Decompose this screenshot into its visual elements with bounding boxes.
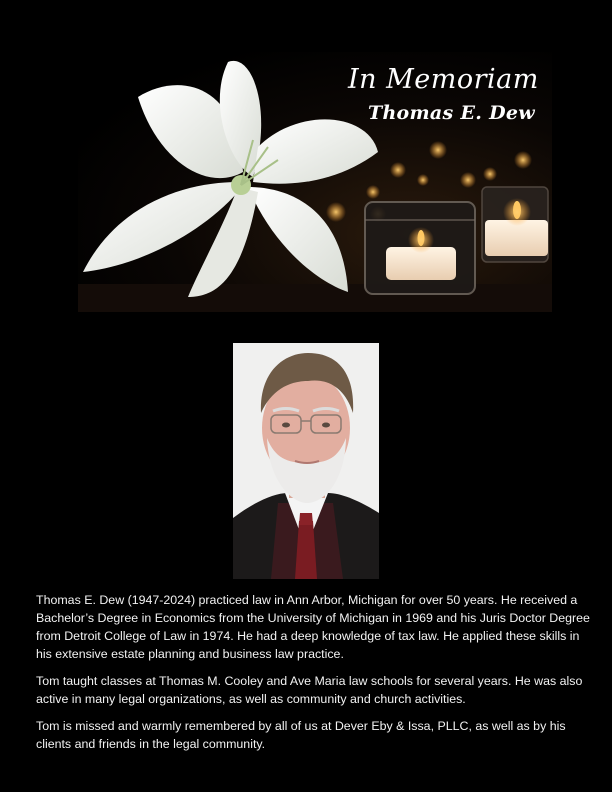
- memorial-name: Thomas E. Dew: [368, 102, 535, 124]
- biography-paragraph: Tom taught classes at Thomas M. Cooley and Ave Maria law schools for several years. He was also active in many legal organizations, as well as community and church activities.: [36, 674, 583, 706]
- memorial-title: In Memoriam: [348, 64, 539, 95]
- biography-text: [36, 591, 596, 762]
- biography-paragraph: Tom is missed and warmly remembered by all of us at Dever Eby & Issa, PLLC, as well as by his clients and friends in the legal community.: [36, 719, 566, 751]
- front-candle: [365, 202, 475, 294]
- lily-flower: [83, 61, 378, 297]
- portrait-photo: [233, 343, 379, 579]
- back-candle: [482, 187, 548, 262]
- portrait-illustration: [233, 343, 379, 579]
- biography-paragraph: Thomas E. Dew (1947-2024) practiced law in Ann Arbor, Michigan for over 50 years. He received a Bachelor’s Degree in Economics from the University of Michigan in 1969 and his Juris Doctor Degree from Detroit College of Law in 1974. He had a deep knowledge of tax law. He applied these skills in his extensive estate planning and business law practice.: [36, 593, 590, 661]
